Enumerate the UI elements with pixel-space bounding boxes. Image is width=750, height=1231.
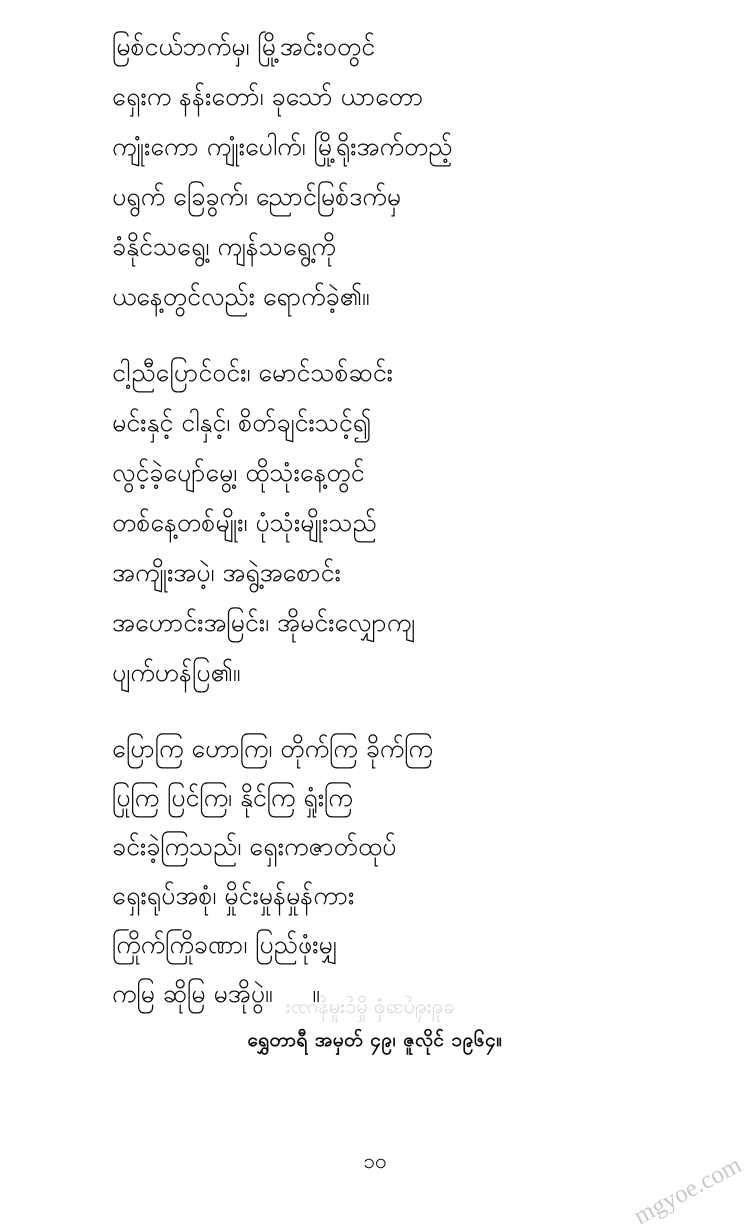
- poem-line: ရှေးရုပ်အစုံ၊ မှိုင်းမှုန်မှုန်ကား: [112, 881, 355, 910]
- poem-line: ငါ့ညီပြောင်ဝင်း၊ မောင်သစ်ဆင်း: [112, 358, 393, 387]
- bleed-through-text: ရှေးရုပ်အစုံ မှိုင်းမှုန်ကား: [285, 994, 455, 1018]
- poem-line: ကမြ ဆိုမြ မအိုပွဲ။ ။: [112, 979, 320, 1008]
- colophon: ရွှေတာရီ အမှတ် ၄၉၊ ဇူလိုင် ၁၉၆၄။: [247, 1029, 503, 1051]
- poem-line: ခံနိုင်သရွေ့၊ ကျန်သရွေ့ကို: [112, 232, 336, 261]
- poem-line: ပရွက် ခြေခွက်၊ ညောင်မြစ်ဒက်မှ: [112, 182, 402, 211]
- poem-line: လွင့်ခဲ့ပျော်မွေ့၊ ထိုသုံးနေ့တွင်: [112, 458, 365, 487]
- page-number: ၁၀: [363, 1149, 387, 1173]
- stanza-3: [112, 724, 632, 1018]
- poem-line: အကျိုးအပဲ့၊ အရွဲ့အစောင်း: [112, 558, 341, 587]
- watermark: mgyoe.com: [629, 1151, 746, 1231]
- poem-line: ပြောကြ ဟောကြ၊ တိုက်ကြ ခိုက်ကြ: [112, 734, 433, 763]
- stanza-1: [112, 22, 632, 322]
- poem-line: ပြုကြ ပြင်ကြ၊ နိုင်ကြ ရှုံးကြ: [112, 783, 353, 812]
- poem-body: [112, 22, 632, 1018]
- poem-line: အဟောင်းအမြင်း၊ အိုမင်းလျှောကျ: [112, 608, 416, 637]
- stanza-2: [112, 348, 632, 698]
- poem-line: ပျက်ဟန်ပြ၏။: [112, 658, 241, 687]
- poem-line: မြစ်ငယ်ဘက်မှ၊ မြို့အင်းဝတွင်: [112, 32, 376, 61]
- poem-line: တစ်နေ့တစ်မျိုး၊ ပုံသုံးမျိုးသည်: [112, 508, 377, 537]
- poem-line: ခင်းခဲ့ကြသည်၊ ရှေးကဇာတ်ထုပ်: [112, 832, 397, 861]
- poem-line: ကျုံးကော ကျုံးပေါက်၊ မြို့ရိုးအက်တည့်: [112, 132, 453, 161]
- poem-line: ကြိုက်ကြိုခဏာ၊ ပြည်ဖုံးမျှ: [112, 930, 338, 959]
- poem-line: မင်းနှင့် ငါနှင့်၊ စိတ်ချင်းသင့်၍: [112, 408, 372, 437]
- poem-line: ယနေ့တွင်လည်း ရောက်ခဲ့၏။: [112, 282, 370, 311]
- poem-line: ရှေးက နန်းတော်၊ ခုသော် ယာတော: [112, 82, 424, 111]
